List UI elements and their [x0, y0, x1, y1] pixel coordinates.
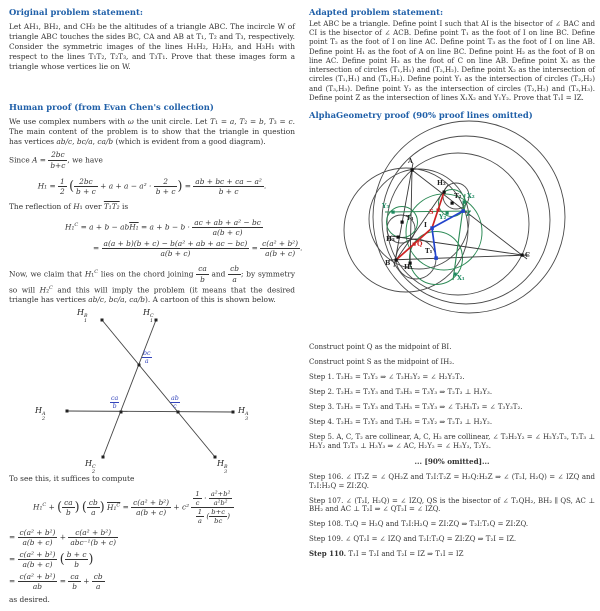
proof-step: Step 1. T₂H₂ = T₂Y₂ ⇒ ∠ T₂H₂Y₂ = ∠ H₂Y₂T₂. [309, 373, 465, 382]
diagram-label-b: B [385, 259, 391, 267]
cartoon-label-ca-b: $\frac{ca}{b}$ [111, 395, 119, 411]
proof-step: Step 106. ∠ IT₂Z = ∠ QH₂Z and T₂I:T₂Z = H₂Q:H₂Z ⇒ ∠ (T₂I, H₂Q) = ∠ IZQ and T₂I:H₂Q = ZI:ZQ. [309, 473, 595, 490]
diagram-label-a: A [408, 157, 413, 165]
compute-line-2: = $\frac{\text{c(a² + b²)}}{a(b + c)}$ + $\frac{\text{c(a² + b²)}}{\text{abc⁻¹(b + c)}}$ [9, 528, 116, 548]
alphageometry-diagram [309, 125, 595, 337]
diagram-label-h1: H₁ [404, 263, 413, 271]
human-proof-intro: We use complex numbers with ω the unit circle. Let T₁ = a, T₂ = b, T₃ = c. The main content of the problem is to show that the triangle in question has vertices ab/c, bc/a, ca/b (which is evident from a good diagram). [9, 117, 296, 147]
diagram-label-h2: H₂ [437, 179, 446, 187]
claim-paragraph: Now, we claim that H₁$^C$ lies on the chord joining $\frac{ca}{b}$ and $\frac{cb}{a}$ ; by symmetry so will H₂$^C$ and this will imply the problem (it means that the desired triangle has vertices ab/c, bc/a, ca/b). A cartoon of this is shown below. [9, 263, 295, 305]
diagram-label-q: Q [417, 240, 423, 248]
diagram-label-t3: T₃ [406, 214, 414, 222]
alphageometry-proof-heading: AlphaGeometry proof (90% proof lines omitted) [309, 109, 533, 120]
diagram-label-x2: X₂ [467, 192, 475, 200]
proof-step: Step 108. T₂Q = H₂Q and T₂I:H₂Q = ZI:ZQ ⇒ T₂I:T₂Q = ZI:ZQ. [309, 520, 529, 529]
proof-step: Step 4. T₂H₂ = T₂Y₂ and T₃H₂ = T₃Y₂ ⇒ T₂T₃ ⊥ H₂Y₂. [309, 418, 493, 427]
proof-step: Step 3. T₂H₃ = T₂Y₃ and T₃H₃ = T₃Y₃ ⇒ ∠ T₂H₃T₃ = ∠ T₃Y₃T₂. [309, 403, 523, 412]
adapted-problem-text: Let ABC be a triangle. Define point I such that AI is the bisector of ∠ BAC and CI is the bisector of ∠ ACB. Define point T₁ as the foot of I on line BC. Define point T₂ as the foot of I on line AC. Define point T₃ as the foot of I on line AB. Define point H₁ as the foot of A on line BC. Define point H₂ as the foot of B on line AC. Define point H₃ as the foot of C on line AB. Define point X₁ as the intersection of circles (T₁,H₁) and (T₂,H₂). Define point X₂ as the intersection of circles (T₁,H₁) and (T₂,H₂). Define point Y₁ as the intersection of circles (T₂,H₂) and (T₃,H₃). Define point Y₂ as the intersection of circles (T₂,H₂) and (T₃,H₃). Define point Z as the intersection of lines X₁X₂ and Y₁Y₂. Prove that T₁I = IZ. [309, 19, 595, 102]
diagram-label-y2: Y₂ [439, 213, 447, 221]
original-problem-heading: Original problem statement: [9, 7, 143, 17]
left-column [9, 7, 303, 605]
diagram-label-i: I [424, 221, 427, 229]
adapted-problem-heading: Adapted problem statement: [309, 7, 444, 17]
proof-steps [309, 343, 595, 559]
diagram-label-y3: Y₃ [382, 202, 390, 210]
diagram-label-h3: H₃ [386, 235, 395, 243]
diagram-label-z: Z [466, 210, 471, 218]
diagram-label-x1: X₁ [457, 274, 465, 282]
display-formula-h1c-line2: = $\frac{\text{a(a + b)(b + c) − b(a² + ab + ac − bc)}}{a(b + c)}$ = $\frac{\text{c(a² + b²)}}{a(b + c)}$ . [93, 238, 303, 258]
cartoon-label-ab-c: $\frac{ab}{c}$ [171, 395, 179, 411]
compute-line-4: = $\frac{\text{c(a² + b²)}}{ab}$ = $\frac{ca}{b}$ + $\frac{cb}{a}$ [9, 572, 103, 592]
human-proof-heading: Human proof (from Evan Chen's collection) [9, 102, 214, 113]
proof-step: Step 107. ∠ (T₂I, H₂Q) = ∠ IZQ, QS is the bisector of ∠ T₂QH₂, BH₂ ∥ QS, AC ⊥ BH₂ and AC ⊥ T₂I ⇒ ∠ QT₂I = ∠ IZQ. [309, 496, 595, 514]
right-column [309, 7, 595, 604]
cartoon-label-h1c: H C 1 [143, 308, 154, 324]
construct-line: Construct point S as the midpoint of IH₂. [309, 358, 455, 366]
proof-step-final: Step 110. T₁I = T₂I and T₂I = IZ ⇒ T₁I = IZ [309, 549, 464, 559]
diagram-geometry [309, 125, 595, 337]
since-line: Since A = $\frac{2bc}{b+c}$ , we have [9, 149, 103, 170]
compute-line-1: H₁$^C$ + ( $\frac{ca}{b}$ ) ( $\frac{cb}{a}$ ) H₁$^C$ = $\frac{\text{c(a² + b²)}}{a(b + c)}$ + c² $\frac{1}{c}$ · $\frac{\text{a²+b²}}{\text{a²b²}}$ $\frac{1}{a}$ ( $\frac{b+c}{bc}$ ) [33, 490, 295, 525]
diagram-label-s: S [429, 208, 434, 216]
display-formula-h1c-line1: H₁$^C$ = a + b − abH₁ = a + b − b · $\frac{\text{ac + ab + a² − bc}}{a(b + c)}$ [65, 217, 261, 237]
compute-line-3: = $\frac{\text{c(a² + b²)}}{a(b + c)}$ ( $\frac{b + c}{b}$ ) [9, 550, 94, 570]
display-formula-h1: H₁ = $\frac{1}{2}$ ( $\frac{2bc}{b + c}$ + a + a − a² · $\frac{2}{b + c}$ ) = $\frac{\text{ab + bc + ca − a²}}{b + c}$ . [37, 176, 267, 196]
closing-line: as desired. [9, 595, 50, 605]
diagram-label-c: C [525, 251, 531, 259]
cartoon-lines [9, 309, 295, 472]
diagram-label-t2: T₂ [454, 192, 462, 200]
original-problem-text: Let AH₁, BH₂, and CH₃ be the altitudes of a triangle ABC. The incircle W of triangle ABC touches the sides BC, CA and AB at T₁, T₂ and T₃, respectively. Consider the symmetric images of the lines H₁H₂, H₂H₃, and H₃H₁ with respect to the lines T₁T₂, T₂T₃, and T₃T₁. Prove that these images form a triangle whose vertices lie on W. [9, 22, 295, 72]
proof-step: Step 2. T₂H₃ = T₂Y₃ and T₃H₃ = T₃Y₃ ⇒ T₂T₃ ⊥ H₃Y₃. [309, 388, 493, 397]
reflection-line: The reflection of H₁ over T₁T₂ is [9, 201, 129, 211]
cartoon-label-h1b: H B 1 [77, 308, 88, 324]
proof-step: Step 5. A, C, T₂ are collinear, A, C, H₂ are collinear, ∠ T₂H₂Y₂ = ∠ H₂Y₂T₂, T₂T₃ ⊥ H₂Y₂ and T₂T₃ ⊥ H₃Y₃ ⇒ ∠ AC, H₂Y₂ = ∠ H₃Y₃, T₂Y₂. [309, 433, 595, 450]
suffices-line: To see this, it suffices to compute [9, 474, 135, 484]
cartoon-label-h3a: H A 3 [238, 406, 249, 422]
cartoon-label-h2c: H C 2 [85, 459, 96, 475]
construct-line: Construct point Q as the midpoint of BI. [309, 342, 452, 351]
cartoon-figure [9, 308, 295, 475]
proof-step: Step 109. ∠ QT₂I = ∠ IZQ and T₂I:T₂Q = ZI:ZQ ⇒ T₂I = IZ. [309, 535, 517, 544]
cartoon-label-h2a: H A 2 [35, 406, 46, 422]
diagram-label-t1: T₁ [425, 247, 433, 255]
cartoon-label-bc-a: $\frac{bc}{a}$ [143, 350, 151, 366]
omitted-marker: ... [90% omitted]... [414, 457, 490, 467]
cartoon-label-h3b: H B 3 [217, 459, 228, 475]
